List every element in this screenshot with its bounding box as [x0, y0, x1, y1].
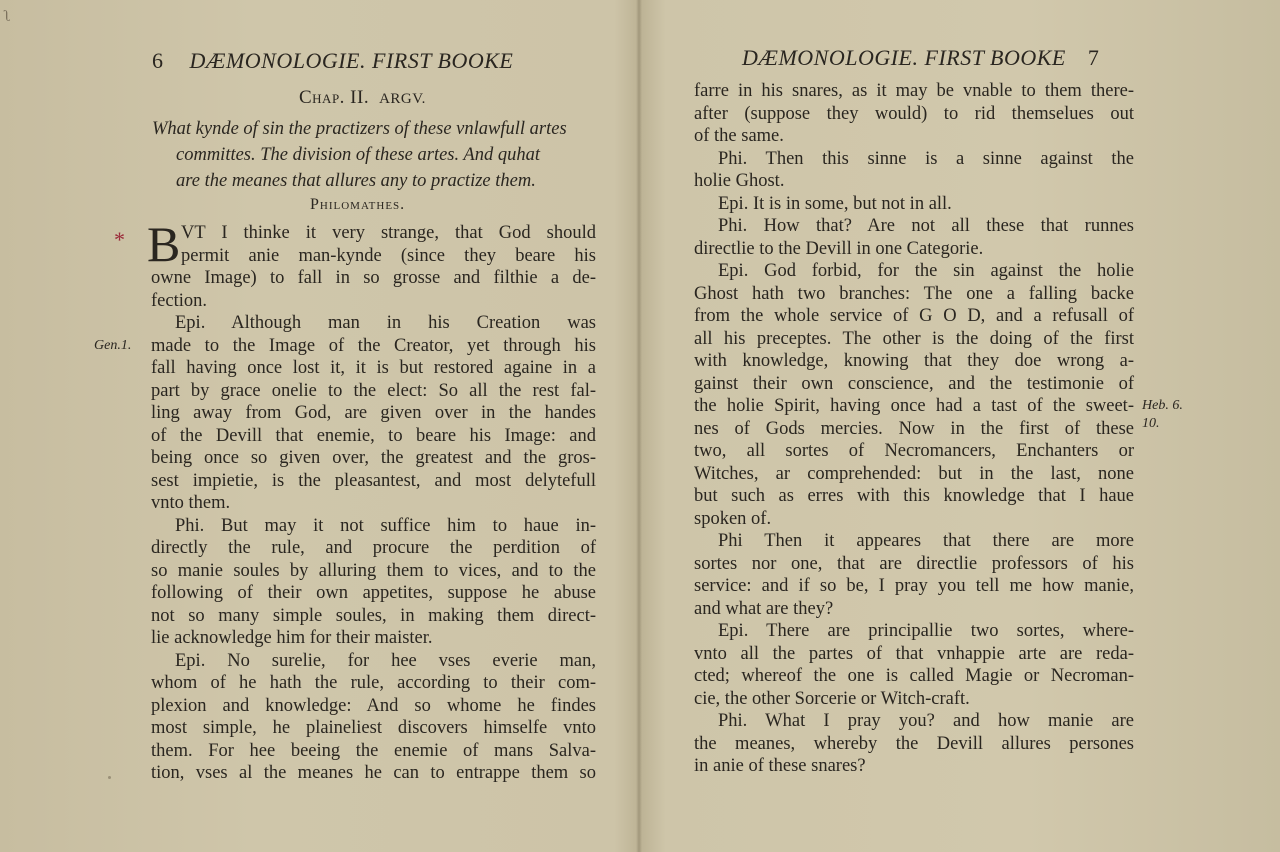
text-line: tion, vses al the meanes he can to entrappe them so [151, 763, 596, 783]
right-running-title: DÆMONOLOGIE. FIRST BOOKE [742, 45, 1066, 70]
text-line: nes of Gods mercies. Now in the first of these [694, 418, 1134, 439]
text-line: Epi. It is in some, but not in all. [718, 193, 952, 214]
text-line: Phi. Then this sinne is a sinne against the [718, 148, 1134, 169]
chapter-argument [152, 116, 602, 194]
text-line: ling away from God, are given over in the handes [151, 403, 596, 423]
margin-note-line: 10. [1142, 416, 1160, 431]
right-page [642, 0, 1280, 852]
text-line: from the whole service of G O D, and a refusall of [694, 306, 1134, 326]
text-line: them. For hee beeing the enemie of mans Salva- [151, 740, 596, 761]
text-line: the meanes, whereby the Devill allures persones [694, 733, 1134, 754]
text-line: whom of he hath the rule, according to their com- [151, 673, 596, 693]
chapter-argv: ARGV. [379, 91, 426, 107]
text-line: all his preceptes. The other is the doing of the first [694, 328, 1134, 349]
text-line: plexion and knowledge: And so whome he findes [151, 695, 596, 716]
text-line: vnto them. [151, 493, 231, 513]
text-line: the holie Spirit, having once had a tast of the sweet- [694, 396, 1134, 416]
text-line: Ghost hath two branches: The one a falling backe [694, 283, 1134, 304]
left-running-head [152, 48, 513, 74]
text-line: spoken of. [694, 508, 772, 529]
text-line: service: and if so be, I pray you tell me how manie, [694, 576, 1134, 596]
margin-note-genesis: Gen.1. [94, 338, 132, 353]
text-line: Phi. But may it not suffice him to haue in- [175, 515, 596, 536]
text-line: owne Image) to fall in so grosse and filthie a de- [151, 268, 596, 288]
text-line: part by grace onelie to the elect: So all the rest fal- [151, 380, 596, 401]
text-line: Phi Then it appeares that there are more [718, 531, 1134, 551]
left-page-number: 6 [152, 48, 164, 73]
text-line: Phi. What I pray you? and how manie are [718, 711, 1134, 731]
right-page-number: 7 [1087, 45, 1100, 70]
argument-line: committes. The division of these artes. And quhat [176, 145, 540, 165]
text-line: Epi. No surelie, for hee vses everie man, [175, 650, 596, 671]
margin-note-line: Heb. 6. [1142, 398, 1183, 413]
text-line: but such as erres with this knowledge that I haue [694, 486, 1134, 506]
text-line: most simple, he plaineliest discovers himselfe vnto [151, 718, 596, 738]
text-line: after (suppose they would) to rid themselues out [694, 103, 1134, 124]
text-line: VT I thinke it very strange, that God should [181, 223, 596, 243]
text-line: of the Devill that enemie, to beare his Image: and [151, 425, 596, 446]
text-line: two, all sortes of Necromancers, Enchanters or [694, 441, 1134, 461]
drop-cap: B [147, 216, 181, 272]
text-line: following of their own appetites, suppose he abuse [151, 583, 596, 603]
text-line: Epi. Although man in his Creation was [175, 313, 596, 333]
left-body-text [147, 216, 596, 785]
text-line: in anie of these snares? [694, 756, 866, 776]
text-line: Epi. God forbid, for the sin against the holie [718, 261, 1134, 281]
text-line: vnto all the partes of that vnhappie arte are reda- [694, 643, 1134, 664]
margin-note-hebrews [1142, 397, 1183, 433]
margin-asterisk: * [114, 227, 125, 252]
text-line: of the same. [694, 126, 784, 146]
text-line: fection. [151, 290, 207, 311]
text-line: so manie soules by alluring them to vices, and to the [151, 560, 596, 581]
right-running-head [742, 45, 1099, 71]
right-body-text [694, 80, 1134, 778]
text-line: and what are they? [694, 598, 834, 619]
chapter-title: Chap. II. [299, 87, 370, 108]
text-line: sest impietie, is the pleasantest, and most delytefull [151, 470, 596, 491]
text-line: with knowledge, knowing that they doe wrong a- [694, 351, 1134, 371]
text-line: gainst their own conscience, and the testimonie of [694, 373, 1134, 394]
text-line: permit anie man-kynde (since they beare his [181, 245, 596, 266]
left-running-title: DÆMONOLOGIE. FIRST BOOKE [189, 48, 514, 73]
text-line: cie, the other Sorcerie or Witch-craft. [694, 688, 970, 709]
text-line: not so many simple soules, in making them direct- [151, 605, 596, 626]
text-line: made to the Image of the Creator, yet through his [151, 335, 596, 356]
paper-speck [108, 776, 111, 779]
chapter-heading [299, 87, 426, 109]
argument-line: What kynde of sin the practizers of these vnlawfull artes [152, 119, 567, 139]
text-line: fall having once lost it, it is but restored againe in a [151, 358, 596, 378]
text-line: directly the rule, and procure the perdition of [151, 538, 596, 558]
text-line: sortes nor one, that are directlie professors of his [694, 553, 1134, 574]
text-line: cted; whereof the one is called Magie or Necroman- [694, 666, 1134, 686]
corner-pencil-mark: ʅ [4, 8, 11, 25]
left-page [0, 0, 636, 852]
speaker-heading: Philomathes. [310, 196, 406, 213]
text-line: lie acknowledge him for their maister. [151, 628, 433, 648]
argument-line: are the meanes that allures any to practize them. [176, 171, 536, 191]
text-line: Witches, ar comprehended: but in the last, none [694, 463, 1134, 484]
text-line: holie Ghost. [694, 171, 785, 191]
text-line: farre in his snares, as it may be vnable to them there- [694, 81, 1134, 101]
text-line: Epi. There are principallie two sortes, where- [718, 621, 1134, 641]
text-line: being once so given over, the greatest and the gros- [151, 448, 596, 468]
text-line: directlie to the Devill in one Categorie. [694, 238, 984, 259]
text-line: Phi. How that? Are not all these that runnes [718, 216, 1134, 236]
